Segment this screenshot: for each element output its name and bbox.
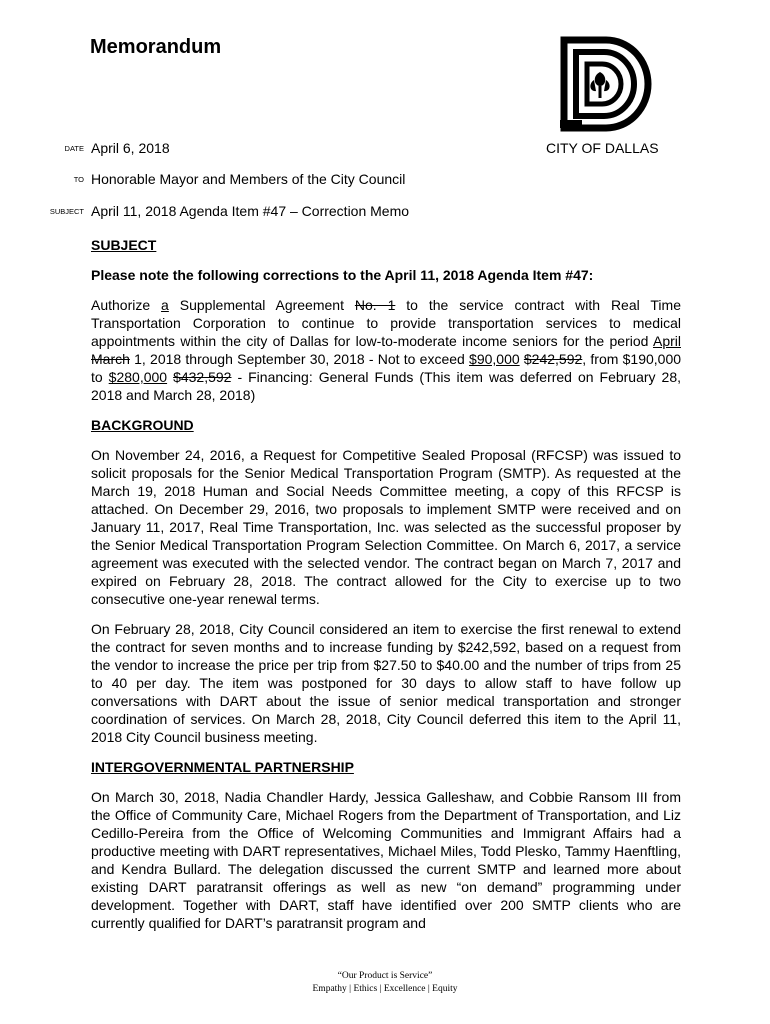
footer-motto: “Our Product is Service” — [337, 971, 433, 981]
footer-values: Empathy | Ethics | Excellence | Equity — [312, 984, 458, 994]
subject-heading: SUBJECT — [91, 237, 157, 253]
subject-paragraph: Authorize a Supplemental Agreement No. 1 to the service contract with Real Time Transportation Corporation to continue to provide transportation services to medical appointments within the city of Dallas for low-to-moderate income seniors for the period April March 1, 2018 through September 30, 2018 - Not to exceed $90,000 $242,592, from $190,000 to $280,000 $432,592 - Financing: General Funds (This item was deferred on February 28, 2018 and March 28, 2018) — [91, 297, 682, 403]
to-label: TO — [73, 175, 84, 184]
subject-value: April 11, 2018 Agenda Item #47 – Correction Memo — [91, 203, 410, 219]
memo-body — [91, 236, 681, 944]
date-label: DATE — [64, 144, 84, 153]
subject-label: SUBJECT — [49, 207, 84, 216]
footer — [0, 970, 770, 996]
city-of-dallas-d-logo-icon — [556, 36, 652, 132]
memo-title: Memorandum — [90, 36, 222, 58]
background-heading: BACKGROUND — [91, 417, 194, 433]
correction-note: Please note the following corrections to the April 11, 2018 Agenda Item #47: — [91, 267, 594, 283]
city-name: CITY OF DALLAS — [546, 140, 659, 156]
partnership-paragraph-1: On March 30, 2018, Nadia Chandler Hardy, Jessica Galleshaw, and Cobbie Ransom III from the Office of Community Care, Michael Rogers from the Department of Transportation, and Liz Cedillo-Pereira from the Office of Welcoming Communities and Immigrant Affairs had a productive meeting with DART representatives, Michael Miles, Todd Plesko, Tammy Haenftling, and Kendra Bullard. The delegation discussed the current SMTP and learned more about existing DART paratransit offerings as well as new “on demand” programming under development. Together with DART, staff have identified over 200 SMTP clients who are currently qualified for DART’s paratransit program and — [91, 789, 681, 931]
background-paragraph-1: On November 24, 2016, a Request for Competitive Sealed Proposal (RFCSP) was issued to solicit proposals for the Senior Medical Transportation Program (SMTP). As requested at the March 19, 2018 Human and Social Needs Committee meeting, a copy of this RFCSP is attached. On December 29, 2016, two proposals to implement SMTP were received and on January 11, 2017, Real Time Transportation, Inc. was selected as the successful proposer by the Senior Medical Transportation Program Selection Committee. On March 6, 2017, a service agreement was executed with the selected vendor. The contract began on March 7, 2017 and expired on February 28, 2018. The contract allowed for the City to exercise up to two consecutive one-year renewal terms. — [91, 447, 681, 607]
date-value: April 6, 2018 — [91, 140, 170, 156]
background-paragraph-2: On February 28, 2018, City Council considered an item to exercise the first renewal to extend the contract for seven months and to increase funding by $242,592, based on a request from the vendor to increase the price per trip from $27.50 to $40.00 and the number of trips from 25 to 40 per day. The item was postponed for 30 days to allow staff to have follow up conversations with DART about the issue of senior medical transportation and stronger coordination of services. On March 28, 2018, City Council deferred this item to the April 11, 2018 City Council business meeting. — [91, 621, 681, 745]
to-value: Honorable Mayor and Members of the City Council — [91, 171, 406, 187]
partnership-heading: INTERGOVERNMENTAL PARTNERSHIP — [91, 759, 354, 775]
